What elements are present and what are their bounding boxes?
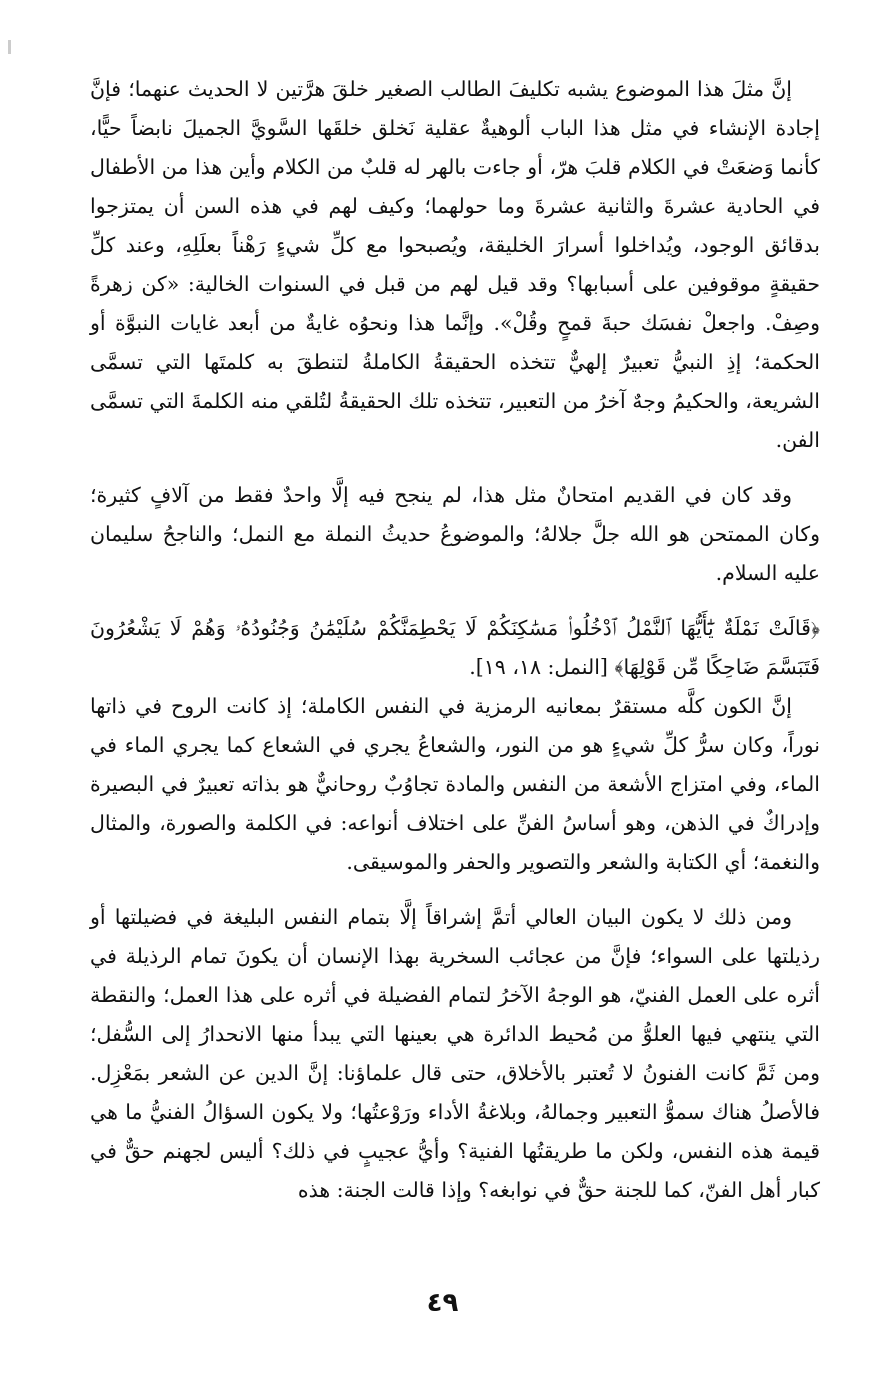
quran-verse: ﴿قَالَتْ نَمْلَةٌ يَٰٓأَيُّهَا ٱلنَّمْلُ ٱدْخُلُوا۟ مَسَٰكِنَكُمْ لَا يَحْطِمَنَّكُمْ سُلَيْمَٰنُ وَجُنُودُهُۥ وَهُمْ لَا يَشْعُرُونَ فَتَبَسَّمَ ضَاحِكًا مِّن قَوْلِهَا﴾: [90, 616, 820, 679]
paragraph-4: ومن ذلك لا يكون البيان العالي أتمَّ إشراقاً إلَّا بتمام النفس البليغة في فضيلتها أو رذيلتها على السواء؛ فإنَّ من عجائب السخرية بهذا الإنسان أن يكونَ تمام الرذيلة في أثره على العمل الفنيّ، هو الوجهُ الآخرُ لتمام الفضيلة في أثره على هذا العمل؛ والنقطة التي ينتهي فيها العلوُّ من مُحيط الدائرة هي بعينها التي يبدأ منها الانحدارُ إلى السُّفل؛ ومن ثَمَّ كانت الفنونُ لا تُعتبر بالأخلاق، حتى قال علماؤنا: إنَّ الدين عن الشعر بمَعْزِل. فالأصلُ هناك سموُّ التعبير وجمالهُ، وبلاغةُ الأداء ورَوْعتُها؛ ولا يكون السؤالُ الفنيُّ ما هي قيمة هذه النفس، ولكن ما طريقتُها الفنية؟ وأيُّ عجيبٍ في ذلك؟ أليس لجهنم حقٌّ في كبار أهل الفنّ، كما للجنة حقٌّ في نوابغه؟ وإذا قالت الجنة: هذه: [90, 905, 820, 1202]
page-number: ٤٩: [426, 1288, 459, 1318]
scan-margin-mark: [8, 40, 11, 54]
paragraph-2: وقد كان في القديم امتحانٌ مثل هذا، لم ينجح فيه إلَّا واحدٌ فقط من آلافٍ كثيرة؛ وكان الممتحن هو الله جلَّ جلالهُ؛ والموضوعُ حديثُ النملة مع النمل؛ والناجحُ سليمان عليه السلام.: [90, 483, 820, 585]
quran-citation: [النمل: ١٨، ١٩].: [469, 655, 608, 679]
paragraph-3: إنَّ الكون كلَّه مستقرٌ بمعانيه الرمزية في النفس الكاملة؛ إذ كانت الروح في ذاتها نوراً، وكان سرُّ كلِّ شيءٍ هو من النور، والشعاعُ يجري في الشعاع كما يجري الماء في الماء، وفي امتزاج الأشعة من النفس والمادة تجاوُبٌ روحانيٌّ هو بذاته تعبيرٌ في البصيرة وإدراكٌ في الذهن، وهو أساسُ الفنِّ على اختلاف أنواعه: في الكلمة والصورة، والمثال والنغمة؛ أي الكتابة والشعر والتصوير والحفر والموسيقى.: [90, 694, 820, 874]
quran-quote: [90, 609, 820, 687]
paragraph-1: إنَّ مثلَ هذا الموضوع يشبه تكليفَ الطالب الصغير خلقَ هرَّتين لا الحديث عنهما؛ فإنَّ إجادة الإنشاء في مثل هذا الباب ألوهيةٌ عقلية نَخلق خلقَها السَّويَّ الجميلَ نابضاً حيًّا، كأنما وَضعَتْ في الكلام قلبَ هرّ، أو جاءت بالهر له قلبٌ من الكلام وأين هذا من الأطفال في الحادية عشرةَ والثانية عشرةَ وما حولهما؛ وكيف لهم في هذه السن أن يمتزجوا بدقائق الوجود، ويُداخلوا أسرارَ الخليقة، ويُصبحوا مع كلِّ شيءٍ رَهْناً بعلَلِهِ، وعند كلِّ حقيقةٍ موقوفين على أسبابها؟ وقد قيل لهم من قبل في السنوات الخالية: «كن زهرةً وصِفْ. واجعلْ نفسَك حبةَ قمحٍ وقُلْ». وإنَّما هذا ونحوُه غايةٌ من أبعد غايات النبوَّة أو الحكمة؛ إذِ النبيُّ تعبيرٌ إلهيٌّ تتخذه الحقيقةُ الكاملةُ لتنطقَ به كلمتَها التي تسمَّى الشريعة، والحكيمُ وجهٌ آخرُ من التعبير، تتخذه تلك الحقيقةُ لتُلقي منه الكلمةَ التي تسمَّى الفن.: [90, 77, 820, 452]
body-text: [90, 70, 820, 1210]
